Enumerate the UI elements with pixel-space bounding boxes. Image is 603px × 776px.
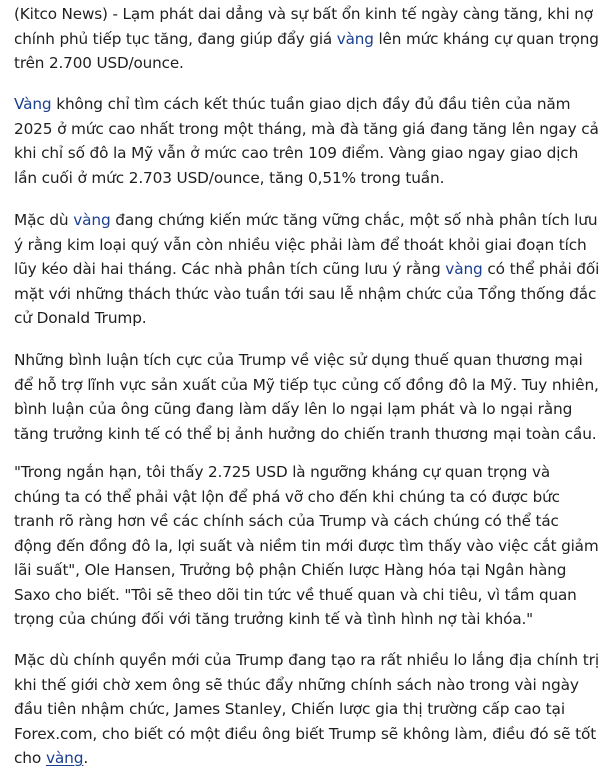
paragraph-line — [14, 27, 599, 52]
text-segment: cho — [14, 749, 46, 767]
paragraph-line — [14, 722, 599, 747]
gold-link[interactable]: vàng — [45, 749, 84, 767]
text-segment: đang chứng kiến mức tăng vững chắc, một số nhà phân tích lưu — [110, 211, 598, 229]
text-segment: lãi suất", Ole Hansen, Trưởng bộ phận Chiến lược Hàng hóa tại Ngân hàng — [14, 561, 567, 579]
text-segment: Forex.com, cho biết có một điều ông biết Trump sẽ không làm, điều đó sẽ tốt — [14, 724, 597, 743]
paragraph-line — [14, 485, 599, 510]
text-segment: . — [83, 749, 89, 767]
text-segment: có thể phải đối — [482, 260, 600, 278]
paragraph-line — [14, 558, 599, 583]
text-segment: trên 2.700 USD/ounce. — [14, 54, 184, 72]
paragraph-line — [14, 509, 599, 534]
text-segment: bình luận của ông cũng đang làm dấy lên lo ngại lạm phát và lo ngại rằng — [14, 400, 573, 418]
text-segment: 2025 ở mức cao nhất trong một tháng, mà đà tăng giá đang tăng lên ngay cả — [14, 119, 599, 138]
paragraph-line — [14, 233, 599, 258]
text-segment: Mặc dù chính quyền mới của Trump đang tạo ra rất nhiều lo lắng địa chính trị — [14, 651, 599, 669]
paragraph-line — [14, 583, 599, 608]
text-segment: mặt với những thách thức vào tuần tới sau lễ nhậm chức của Tổng thống đắc — [14, 284, 597, 303]
text-segment: Saxo cho biết. "Tôi sẽ theo dõi tin tức về thuế quan và chi tiêu, vì tầm quan — [14, 585, 577, 604]
paragraph-line — [14, 397, 599, 422]
text-segment: để hỗ trợ lĩnh vực sản xuất của Mỹ tiếp tục củng cố đồng đô la Mỹ. Tuy nhiên, — [14, 375, 599, 394]
paragraph-line — [14, 648, 599, 673]
text-segment: đầu tiên nhậm chức, James Stanley, Chiến lược gia thị trường cấp cao tại — [14, 700, 565, 718]
article-paragraph — [14, 92, 602, 190]
article-paragraph — [14, 348, 600, 446]
text-segment: không chỉ tìm cách kết thúc tuần giao dịch đầy đủ đầu tiên của năm — [51, 95, 571, 113]
paragraph-line — [14, 282, 599, 307]
text-segment: trọng của chúng đối với tăng trưởng kinh tế và tình hình nợ tài khóa." — [14, 610, 534, 628]
paragraph-line — [14, 422, 599, 447]
article-paragraph — [14, 648, 599, 771]
gold-link[interactable]: Vàng — [14, 95, 52, 113]
paragraph-line — [14, 697, 599, 722]
gold-link[interactable]: vàng — [336, 29, 374, 48]
text-segment: lên mức kháng cự quan trọng — [373, 29, 599, 48]
text-segment: động đến đồng đô la, lợi suất và niềm tin mới được tìm thấy vào việc cắt giảm — [14, 536, 599, 555]
paragraph-line — [14, 460, 599, 485]
paragraph-line — [14, 117, 599, 142]
text-segment: Những bình luận tích cực của Trump về việc sử dụng thuế quan thương mại — [14, 351, 583, 369]
paragraph-line — [14, 373, 599, 398]
paragraph-line — [14, 257, 599, 282]
text-segment: ý rằng kim loại quý vẫn còn nhiều việc phải làm để thoát khỏi giai đoạn tích — [14, 235, 587, 254]
paragraph-line — [14, 166, 599, 191]
paragraph-line — [14, 348, 599, 373]
paragraph-line — [14, 141, 599, 166]
article-paragraph — [14, 2, 603, 76]
text-segment: "Trong ngắn hạn, tôi thấy 2.725 USD là ngưỡng kháng cự quan trọng và — [14, 463, 550, 481]
text-segment: Mặc dù — [14, 211, 74, 229]
gold-link[interactable]: vàng — [73, 211, 111, 229]
text-segment: khi thế giới chờ xem ông sẽ thúc đẩy những chính sách nào trong vài ngày — [14, 675, 579, 694]
text-segment: tranh rõ ràng hơn về các chính sách của Trump và cách chúng có thể tác — [14, 512, 559, 530]
text-segment: chúng ta có thể phải vật lộn để phá vỡ cho đến khi chúng ta có được bức — [14, 487, 560, 506]
paragraph-line — [14, 607, 599, 632]
text-segment: tăng trưởng kinh tế có thể bị ảnh hưởng do chiến tranh thương mại toàn cầu. — [14, 424, 597, 443]
paragraph-line — [14, 208, 599, 233]
text-segment: lần cuối ở mức 2.703 USD/ounce, tăng 0,51% trong tuần. — [14, 168, 445, 187]
paragraph-line — [14, 534, 599, 559]
paragraph-line — [14, 51, 599, 76]
paragraph-line — [14, 2, 599, 27]
article-paragraph — [14, 208, 601, 331]
text-segment: chính phủ tiếp tục tăng, đang giúp đẩy giá — [14, 29, 337, 48]
text-segment: lũy kéo dài hai tháng. Các nhà phân tích cũng lưu ý rằng — [14, 260, 446, 278]
paragraph-line — [14, 92, 599, 117]
paragraph-line — [14, 673, 599, 698]
paragraph-line — [14, 306, 599, 331]
text-segment: (Kitco News) - Lạm phát dai dẳng và sự bất ổn kinh tế ngày càng tăng, khi nợ — [14, 5, 593, 23]
paragraph-line — [14, 746, 599, 771]
article-paragraph — [14, 460, 603, 632]
gold-link[interactable]: vàng — [445, 260, 483, 278]
text-segment: cử Donald Trump. — [14, 309, 147, 327]
text-segment: khi chỉ số đô la Mỹ vẫn ở mức cao trên 109 điểm. Vàng giao ngay giao dịch — [14, 144, 579, 162]
